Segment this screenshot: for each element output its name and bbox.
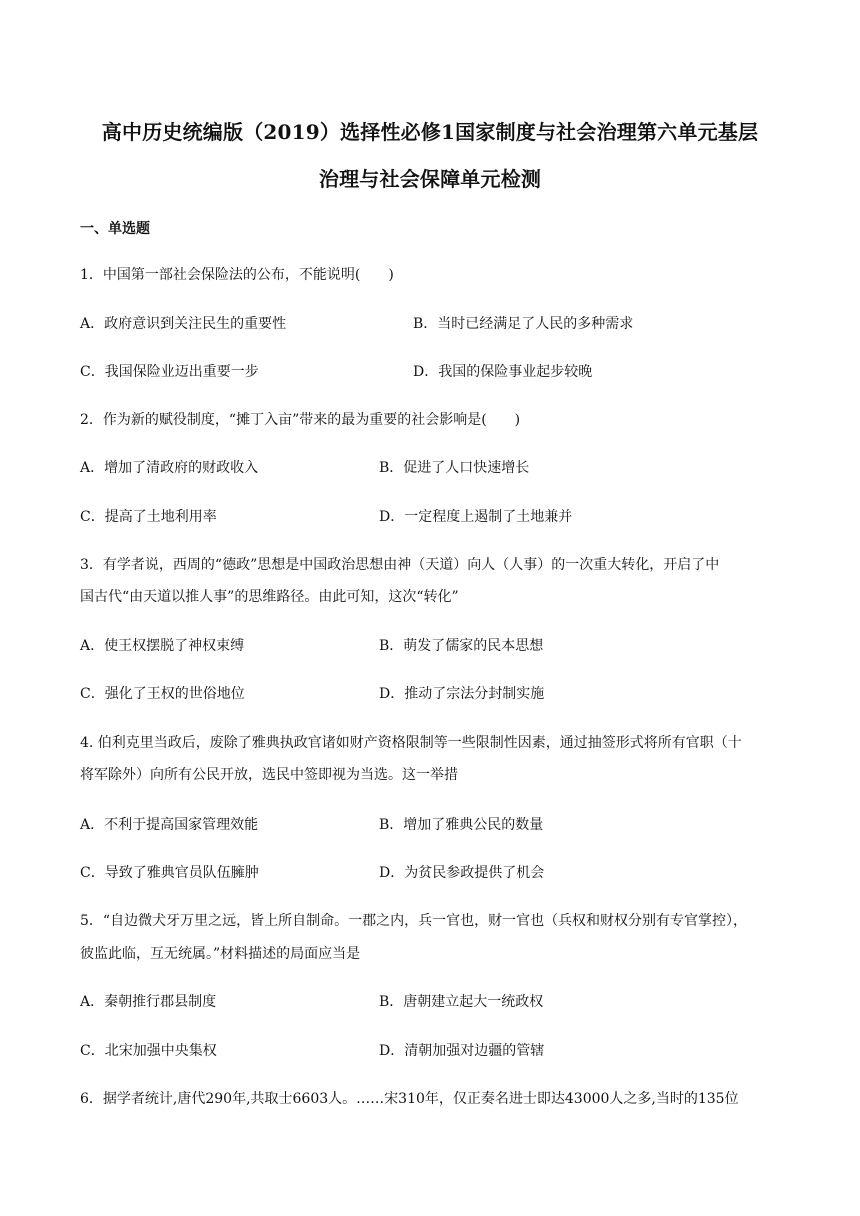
question-5-stem-line2: 彼监此临，互无统属。”材料描述的局面应当是 bbox=[80, 946, 361, 962]
question-1-option-b: B．当时已经满足了人民的多种需求 bbox=[413, 316, 634, 332]
question-4-stem-line1: 4. 伯利克里当政后，废除了雅典执政官诸如财产资格限制等一些限制性因素，通过抽签形式将所有官职（十 bbox=[80, 735, 742, 751]
question-4-stem-line2: 将军除外）向所有公民开放，选民中签即视为当选。这一举措 bbox=[80, 767, 458, 783]
question-6-stem-line1: 6．据学者统计,唐代290年,共取士6603人。……宋310年，仅正奏名进士即达43000人之多,当时的135位 bbox=[80, 1091, 739, 1107]
question-3-option-a: A．使王权摆脱了神权束缚 bbox=[80, 638, 245, 654]
document-title-line2: 治理与社会保障单元检测 bbox=[318, 167, 542, 191]
question-3-option-d: D．推动了宗法分封制实施 bbox=[379, 686, 545, 702]
question-3-stem-line1: 3．有学者说，西周的“德政”思想是中国政治思想由神（天道）向人（人事）的一次重大转化，开启了中 bbox=[80, 557, 720, 573]
question-4-option-b: B．增加了雅典公民的数量 bbox=[379, 817, 544, 833]
question-5-option-d: D．清朝加强对边疆的管辖 bbox=[379, 1043, 545, 1059]
question-5-stem-line1: 5．“自边微犬牙万里之远，皆上所自制命。一郡之内，兵一官也，财一官也（兵权和财权分别有专官掌控）， bbox=[80, 913, 748, 929]
question-2-option-c: C．提高了土地利用率 bbox=[80, 509, 217, 525]
question-3-option-c: C．强化了王权的世俗地位 bbox=[80, 686, 245, 702]
question-3-option-b: B．萌发了儒家的民本思想 bbox=[379, 638, 544, 654]
question-1-option-d: D．我国的保险事业起步较晚 bbox=[413, 364, 593, 380]
question-5-option-c: C．北宋加强中央集权 bbox=[80, 1043, 217, 1059]
question-2-stem: 2．作为新的赋役制度，“摊丁入亩”带来的最为重要的社会影响是( ) bbox=[80, 412, 521, 428]
question-2-option-b: B．促进了人口快速增长 bbox=[379, 460, 530, 476]
question-4-option-c: C．导致了雅典官员队伍臃肿 bbox=[80, 865, 259, 881]
question-5-option-a: A．秦朝推行郡县制度 bbox=[80, 994, 217, 1010]
section-heading: 一、单选题 bbox=[80, 221, 150, 237]
question-1-option-a: A．政府意识到关注民生的重要性 bbox=[80, 316, 287, 332]
document-title-line1: 高中历史统编版（2019）选择性必修1国家制度与社会治理第六单元基层 bbox=[101, 120, 759, 144]
question-4-option-d: D．为贫民参政提供了机会 bbox=[379, 865, 545, 881]
question-2-option-a: A．增加了清政府的财政收入 bbox=[80, 460, 259, 476]
question-4-option-a: A．不利于提高国家管理效能 bbox=[80, 817, 259, 833]
question-1-option-c: C．我国保险业迈出重要一步 bbox=[80, 364, 259, 380]
question-5-option-b: B．唐朝建立起大一统政权 bbox=[379, 994, 544, 1010]
question-2-option-d: D．一定程度上遏制了土地兼并 bbox=[379, 509, 573, 525]
question-3-stem-line2: 国古代“由天道以推人事”的思维路径。由此可知，这次“转化” bbox=[80, 589, 459, 605]
question-1-stem: 1．中国第一部社会保险法的公布，不能说明( ) bbox=[80, 267, 394, 283]
